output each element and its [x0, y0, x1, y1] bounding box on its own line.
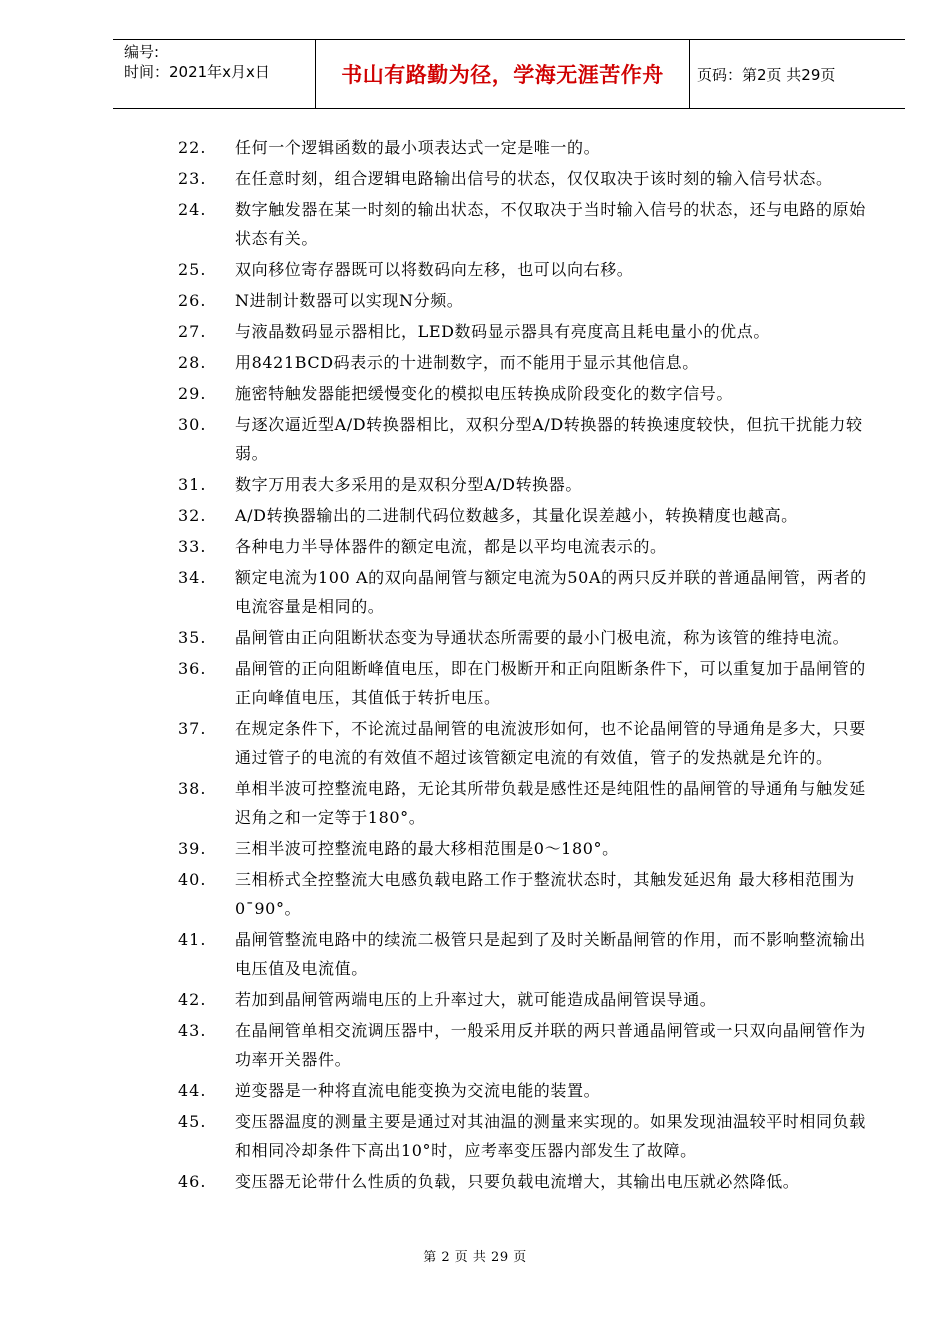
item-text: 三相半波可控整流电路的最大移相范围是0～180°。	[235, 839, 619, 858]
item-text: 三相桥式全控整流大电感负载电路工作于整流状态时，其触发延迟角 最大移相范围为0¯90°。	[235, 870, 855, 918]
item-text: 用8421BCD码表示的十进制数字，而不能用于显示其他信息。	[235, 353, 699, 372]
list-item	[0, 255, 950, 284]
item-number: 27.	[178, 322, 207, 341]
list-item	[0, 410, 950, 468]
item-text: 变压器温度的测量主要是通过对其油温的测量来实现的。如果发现油温较平时相同负载和相同冷却条件下高出10°时，应考率变压器内部发生了故障。	[235, 1112, 866, 1160]
page-code: 页码：第2页 共29页	[697, 65, 836, 84]
item-number: 46.	[178, 1172, 207, 1191]
item-number: 26.	[178, 291, 207, 310]
item-number: 44.	[178, 1081, 207, 1100]
item-text: 变压器无论带什么性质的负载，只要负载电流增大，其输出电压就必然降低。	[235, 1172, 800, 1191]
list-item	[0, 133, 950, 162]
item-text: 数字触发器在某一时刻的输出状态，不仅取决于当时输入信号的状态，还与电路的原始状态有关。	[235, 200, 866, 248]
item-number: 37.	[178, 719, 207, 738]
list-item	[0, 834, 950, 863]
item-text: 晶闸管整流电路中的续流二极管只是起到了及时关断晶闸管的作用，而不影响整流输出电压值及电流值。	[235, 930, 866, 978]
item-text: 双向移位寄存器既可以将数码向左移，也可以向右移。	[235, 260, 634, 279]
item-text: 施密特触发器能把缓慢变化的模拟电压转换成阶段变化的数字信号。	[235, 384, 734, 403]
page-header	[113, 39, 905, 109]
item-text: A/D转换器输出的二进制代码位数越多，其量化误差越小，转换精度也越高。	[235, 506, 798, 525]
item-number: 36.	[178, 659, 207, 678]
list-item	[0, 501, 950, 530]
item-number: 45.	[178, 1112, 207, 1131]
item-text: 各种电力半导体器件的额定电流，都是以平均电流表示的。	[235, 537, 667, 556]
header-meta	[113, 40, 315, 108]
item-text: 逆变器是一种将直流电能变换为交流电能的装置。	[235, 1081, 601, 1100]
list-item	[0, 925, 950, 983]
header-motto-cell	[315, 40, 690, 108]
list-item	[0, 563, 950, 621]
item-text: 晶闸管的正向阻断峰值电压，即在门极断开和正向阻断条件下，可以重复加于晶闸管的正向峰值电压，其值低于转折电压。	[235, 659, 866, 707]
item-text: 单相半波可控整流电路，无论其所带负载是感性还是纯阻性的晶闸管的导通角与触发延迟角之和一定等于180°。	[235, 779, 866, 827]
item-number: 33.	[178, 537, 207, 556]
item-text: 在规定条件下，不论流过晶闸管的电流波形如何，也不论晶闸管的导通角是多大，只要通过管子的电流的有效值不超过该管额定电流的有效值，管子的发热就是允许的。	[235, 719, 866, 767]
item-number: 35.	[178, 628, 207, 647]
list-item	[0, 379, 950, 408]
list-item	[0, 164, 950, 193]
item-text: 额定电流为100 A的双向晶闸管与额定电流为50A的两只反并联的普通晶闸管，两者的电流容量是相同的。	[235, 568, 867, 616]
list-item	[0, 1107, 950, 1165]
page-footer: 第 2 页 共 29 页	[423, 1250, 527, 1265]
item-number: 38.	[178, 779, 207, 798]
item-text: 在任意时刻，组合逻辑电路输出信号的状态，仅仅取决于该时刻的输入信号状态。	[235, 169, 833, 188]
item-number: 24.	[178, 200, 207, 219]
number-label: 编号:	[124, 43, 160, 61]
list-item	[0, 1016, 950, 1074]
list-item	[0, 286, 950, 315]
item-number: 30.	[178, 415, 207, 434]
list-item	[0, 195, 950, 253]
question-list	[0, 133, 950, 1198]
list-item	[0, 532, 950, 561]
item-number: 34.	[178, 568, 207, 587]
item-text: 与逐次逼近型A/D转换器相比，双积分型A/D转换器的转换速度较快，但抗干扰能力较弱。	[235, 415, 863, 463]
item-number: 43.	[178, 1021, 207, 1040]
item-text: 在晶闸管单相交流调压器中，一般采用反并联的两只普通晶闸管或一只双向晶闸管作为功率开关器件。	[235, 1021, 866, 1069]
list-item	[0, 317, 950, 346]
list-item	[0, 654, 950, 712]
list-item	[0, 348, 950, 377]
item-text: N进制计数器可以实现N分频。	[235, 291, 464, 310]
item-number: 32.	[178, 506, 207, 525]
list-item	[0, 714, 950, 772]
list-item	[0, 774, 950, 832]
item-number: 40.	[178, 870, 207, 889]
list-item	[0, 623, 950, 652]
item-text: 晶闸管由正向阻断状态变为导通状态所需要的最小门极电流，称为该管的维持电流。	[235, 628, 850, 647]
item-number: 29.	[178, 384, 207, 403]
list-item	[0, 1076, 950, 1105]
item-number: 42.	[178, 990, 207, 1009]
list-item	[0, 1167, 950, 1196]
list-item	[0, 470, 950, 499]
item-text: 任何一个逻辑函数的最小项表达式一定是唯一的。	[235, 138, 601, 157]
item-number: 25.	[178, 260, 207, 279]
item-number: 22.	[178, 138, 207, 157]
header-page-cell	[689, 40, 905, 108]
item-number: 31.	[178, 475, 207, 494]
item-text: 数字万用表大多采用的是双积分型A/D转换器。	[235, 475, 582, 494]
item-text: 若加到晶闸管两端电压的上升率过大，就可能造成晶闸管误导通。	[235, 990, 717, 1009]
item-number: 28.	[178, 353, 207, 372]
list-item	[0, 865, 950, 923]
list-item	[0, 985, 950, 1014]
item-text: 与液晶数码显示器相比，LED数码显示器具有亮度高且耗电量小的优点。	[235, 322, 770, 341]
item-number: 39.	[178, 839, 207, 858]
item-number: 41.	[178, 930, 207, 949]
item-number: 23.	[178, 169, 207, 188]
motto: 书山有路勤为径，学海无涯苦作舟	[341, 62, 664, 87]
time-label: 时间：2021年x月x日	[124, 63, 270, 81]
